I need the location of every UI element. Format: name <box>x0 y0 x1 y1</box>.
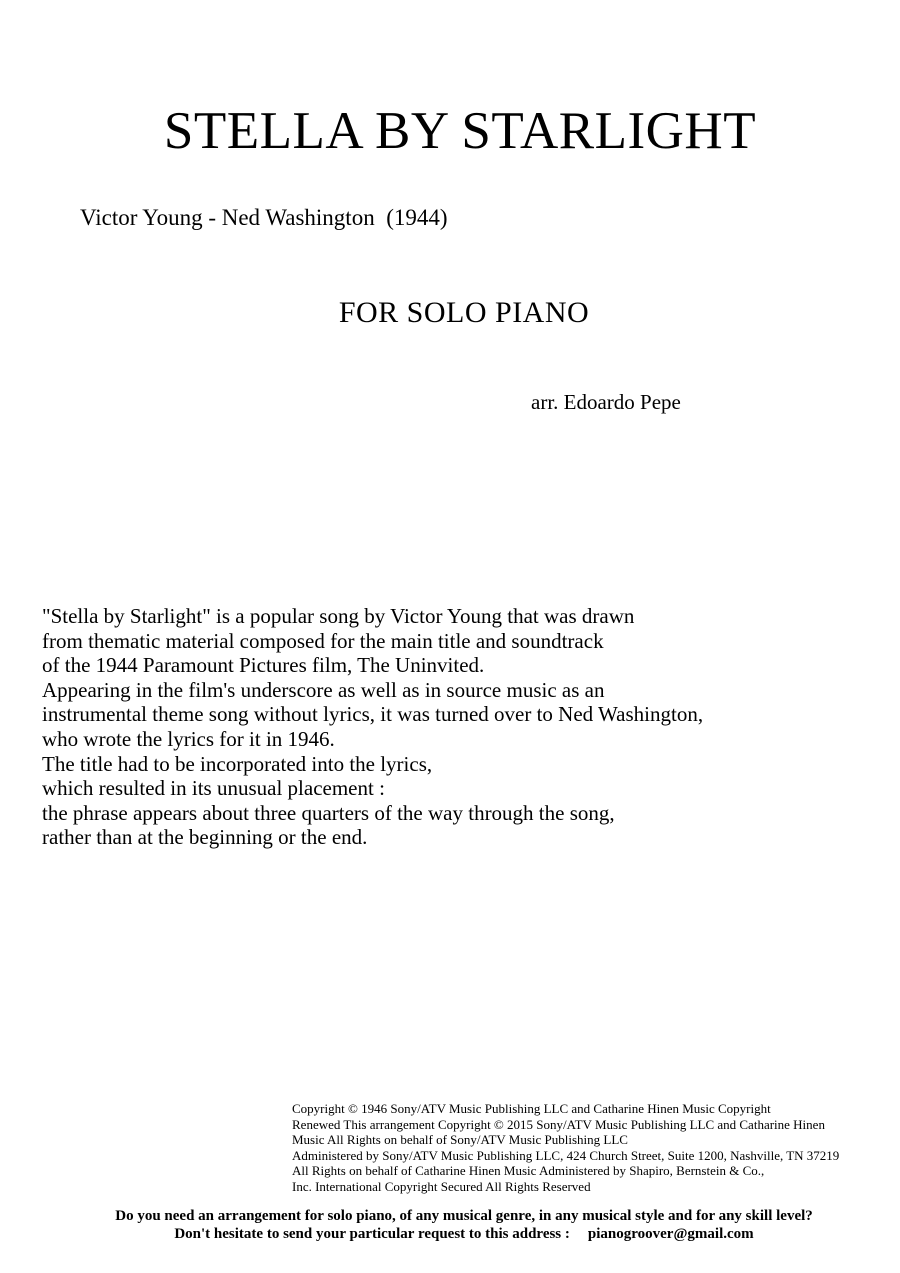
copyright-line: Copyright © 1946 Sony/ATV Music Publishing LLC and Catharine Hinen Music Copyright <box>292 1101 771 1116</box>
promo-request-line <box>14 1226 900 1244</box>
description-line: The title had to be incorporated into the lyrics, <box>42 751 433 776</box>
copyright-line: All Rights on behalf of Catharine Hinen Music Administered by Shapiro, Bernstein & Co., <box>292 1163 765 1179</box>
promo-question: Do you need an arrangement for solo piano, of any musical genre, in any musical style and for any skill level? <box>115 1208 813 1224</box>
promo-request-prefix: Don't hesitate to send your particular request to this address : <box>174 1225 570 1242</box>
copyright-line: Administered by Sony/ATV Music Publishing LLC, 424 Church Street, Suite 1200, Nashville, TN 37219 <box>292 1147 840 1163</box>
description-line: of the 1944 Paramount Pictures film, The Uninvited. <box>42 653 485 678</box>
promo-footer <box>14 1208 900 1243</box>
description-line: from thematic material composed for the main title and soundtrack <box>42 628 604 653</box>
description-paragraph <box>42 604 762 850</box>
description-line: instrumental theme song without lyrics, it was turned over to Ned Washington, <box>42 702 704 727</box>
song-title: STELLA BY STARLIGHT <box>163 102 757 160</box>
arrangement-type: FOR SOLO PIANO <box>338 296 590 329</box>
copyright-line: Inc. International Copyright Secured All Rights Reserved <box>292 1178 591 1194</box>
description-line: the phrase appears about three quarters of the way through the song, <box>42 800 615 825</box>
arranger-credit: arr. Edoardo Pepe <box>531 390 681 414</box>
description-line: "Stella by Starlight" is a popular song by Victor Young that was drawn <box>42 604 635 628</box>
description-line: who wrote the lyrics for it in 1946. <box>42 726 335 751</box>
promo-email: pianogroover@gmail.com <box>587 1225 754 1242</box>
copyright-block <box>292 1101 882 1195</box>
copyright-line: Renewed This arrangement Copyright © 2015 Sony/ATV Music Publishing LLC and Catharine Hinen <box>292 1116 825 1132</box>
description-line: which resulted in its unusual placement : <box>42 776 385 801</box>
copyright-line: Music All Rights on behalf of Sony/ATV Music Publishing LLC <box>292 1132 628 1148</box>
description-line: Appearing in the film's underscore as well as in source music as an <box>42 677 605 702</box>
composer-credit: Victor Young - Ned Washington (1944) <box>80 205 448 230</box>
description-line: rather than at the beginning or the end. <box>42 825 368 850</box>
